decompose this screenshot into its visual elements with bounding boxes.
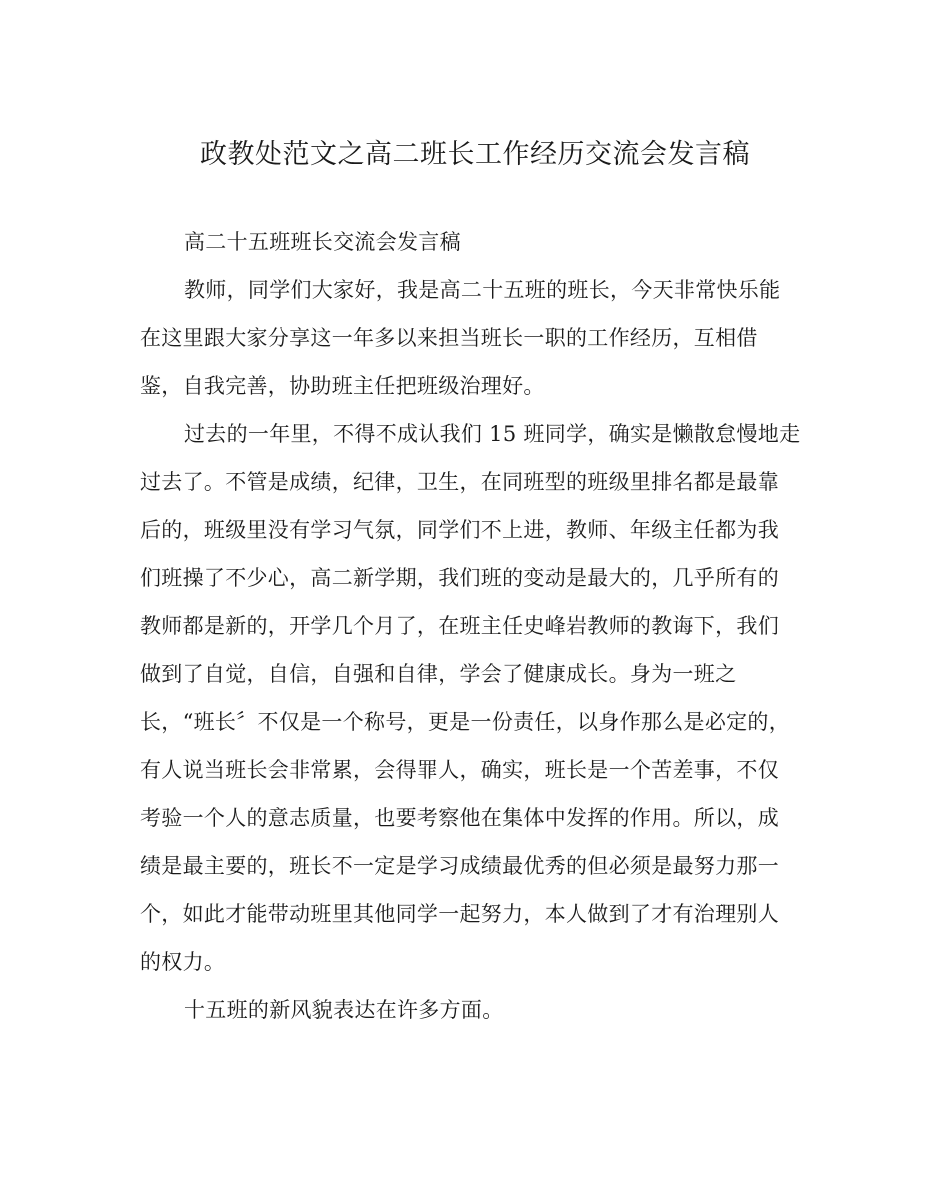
subtitle-line: 高二十五班班长交流会发言稿 (184, 230, 461, 254)
paragraph-line: 的权力。 (140, 950, 226, 974)
document-title: 政教处范文之高二班长工作经历交流会发言稿 (200, 139, 750, 170)
paragraph-line: 有人说当班长会非常累，会得罪人，确实，班长是一个苦差事，不仅 (140, 758, 779, 782)
paragraph-line: 过去了。不管是成绩，纪律，卫生，在同班型的班级里排名都是最靠 (140, 470, 779, 494)
paragraph-line: 在这里跟大家分享这一年多以来担当班长一职的工作经历，互相借 (140, 326, 758, 350)
paragraph-line: 绩是最主要的，班长不一定是学习成绩最优秀的但必须是最努力那一 (140, 854, 779, 878)
paragraph-line: 鉴，自我完善，协助班主任把班级治理好。 (140, 374, 545, 398)
paragraph-line: 过去的一年里，不得不成认我们 15 班同学，确实是懒散怠慢地走 (184, 422, 801, 446)
paragraph-line: 做到了自觉，自信，自强和自律，学会了健康成长。身为一班之 (140, 662, 737, 686)
paragraph-line: 教师都是新的，开学几个月了，在班主任史峰岩教师的教诲下，我们 (140, 614, 779, 638)
paragraph-line: 教师，同学们大家好，我是高二十五班的班长，今天非常快乐能 (184, 278, 781, 302)
paragraph-line: 们班操了不少心，高二新学期，我们班的变动是最大的，几乎所有的 (140, 566, 779, 590)
paragraph-line: 长，“班长〞不仅是一个称号，更是一份责任，以身作那么是必定的， (140, 710, 791, 734)
paragraph-line: 十五班的新风貌表达在许多方面。 (184, 998, 504, 1022)
paragraph-line: 个，如此才能带动班里其他同学一起努力，本人做到了才有治理别人 (140, 902, 779, 926)
paragraph-line: 后的，班级里没有学习气氛，同学们不上进，教师、年级主任都为我 (140, 518, 779, 542)
paragraph-line: 考验一个人的意志质量，也要考察他在集体中发挥的作用。所以，成 (140, 806, 779, 830)
